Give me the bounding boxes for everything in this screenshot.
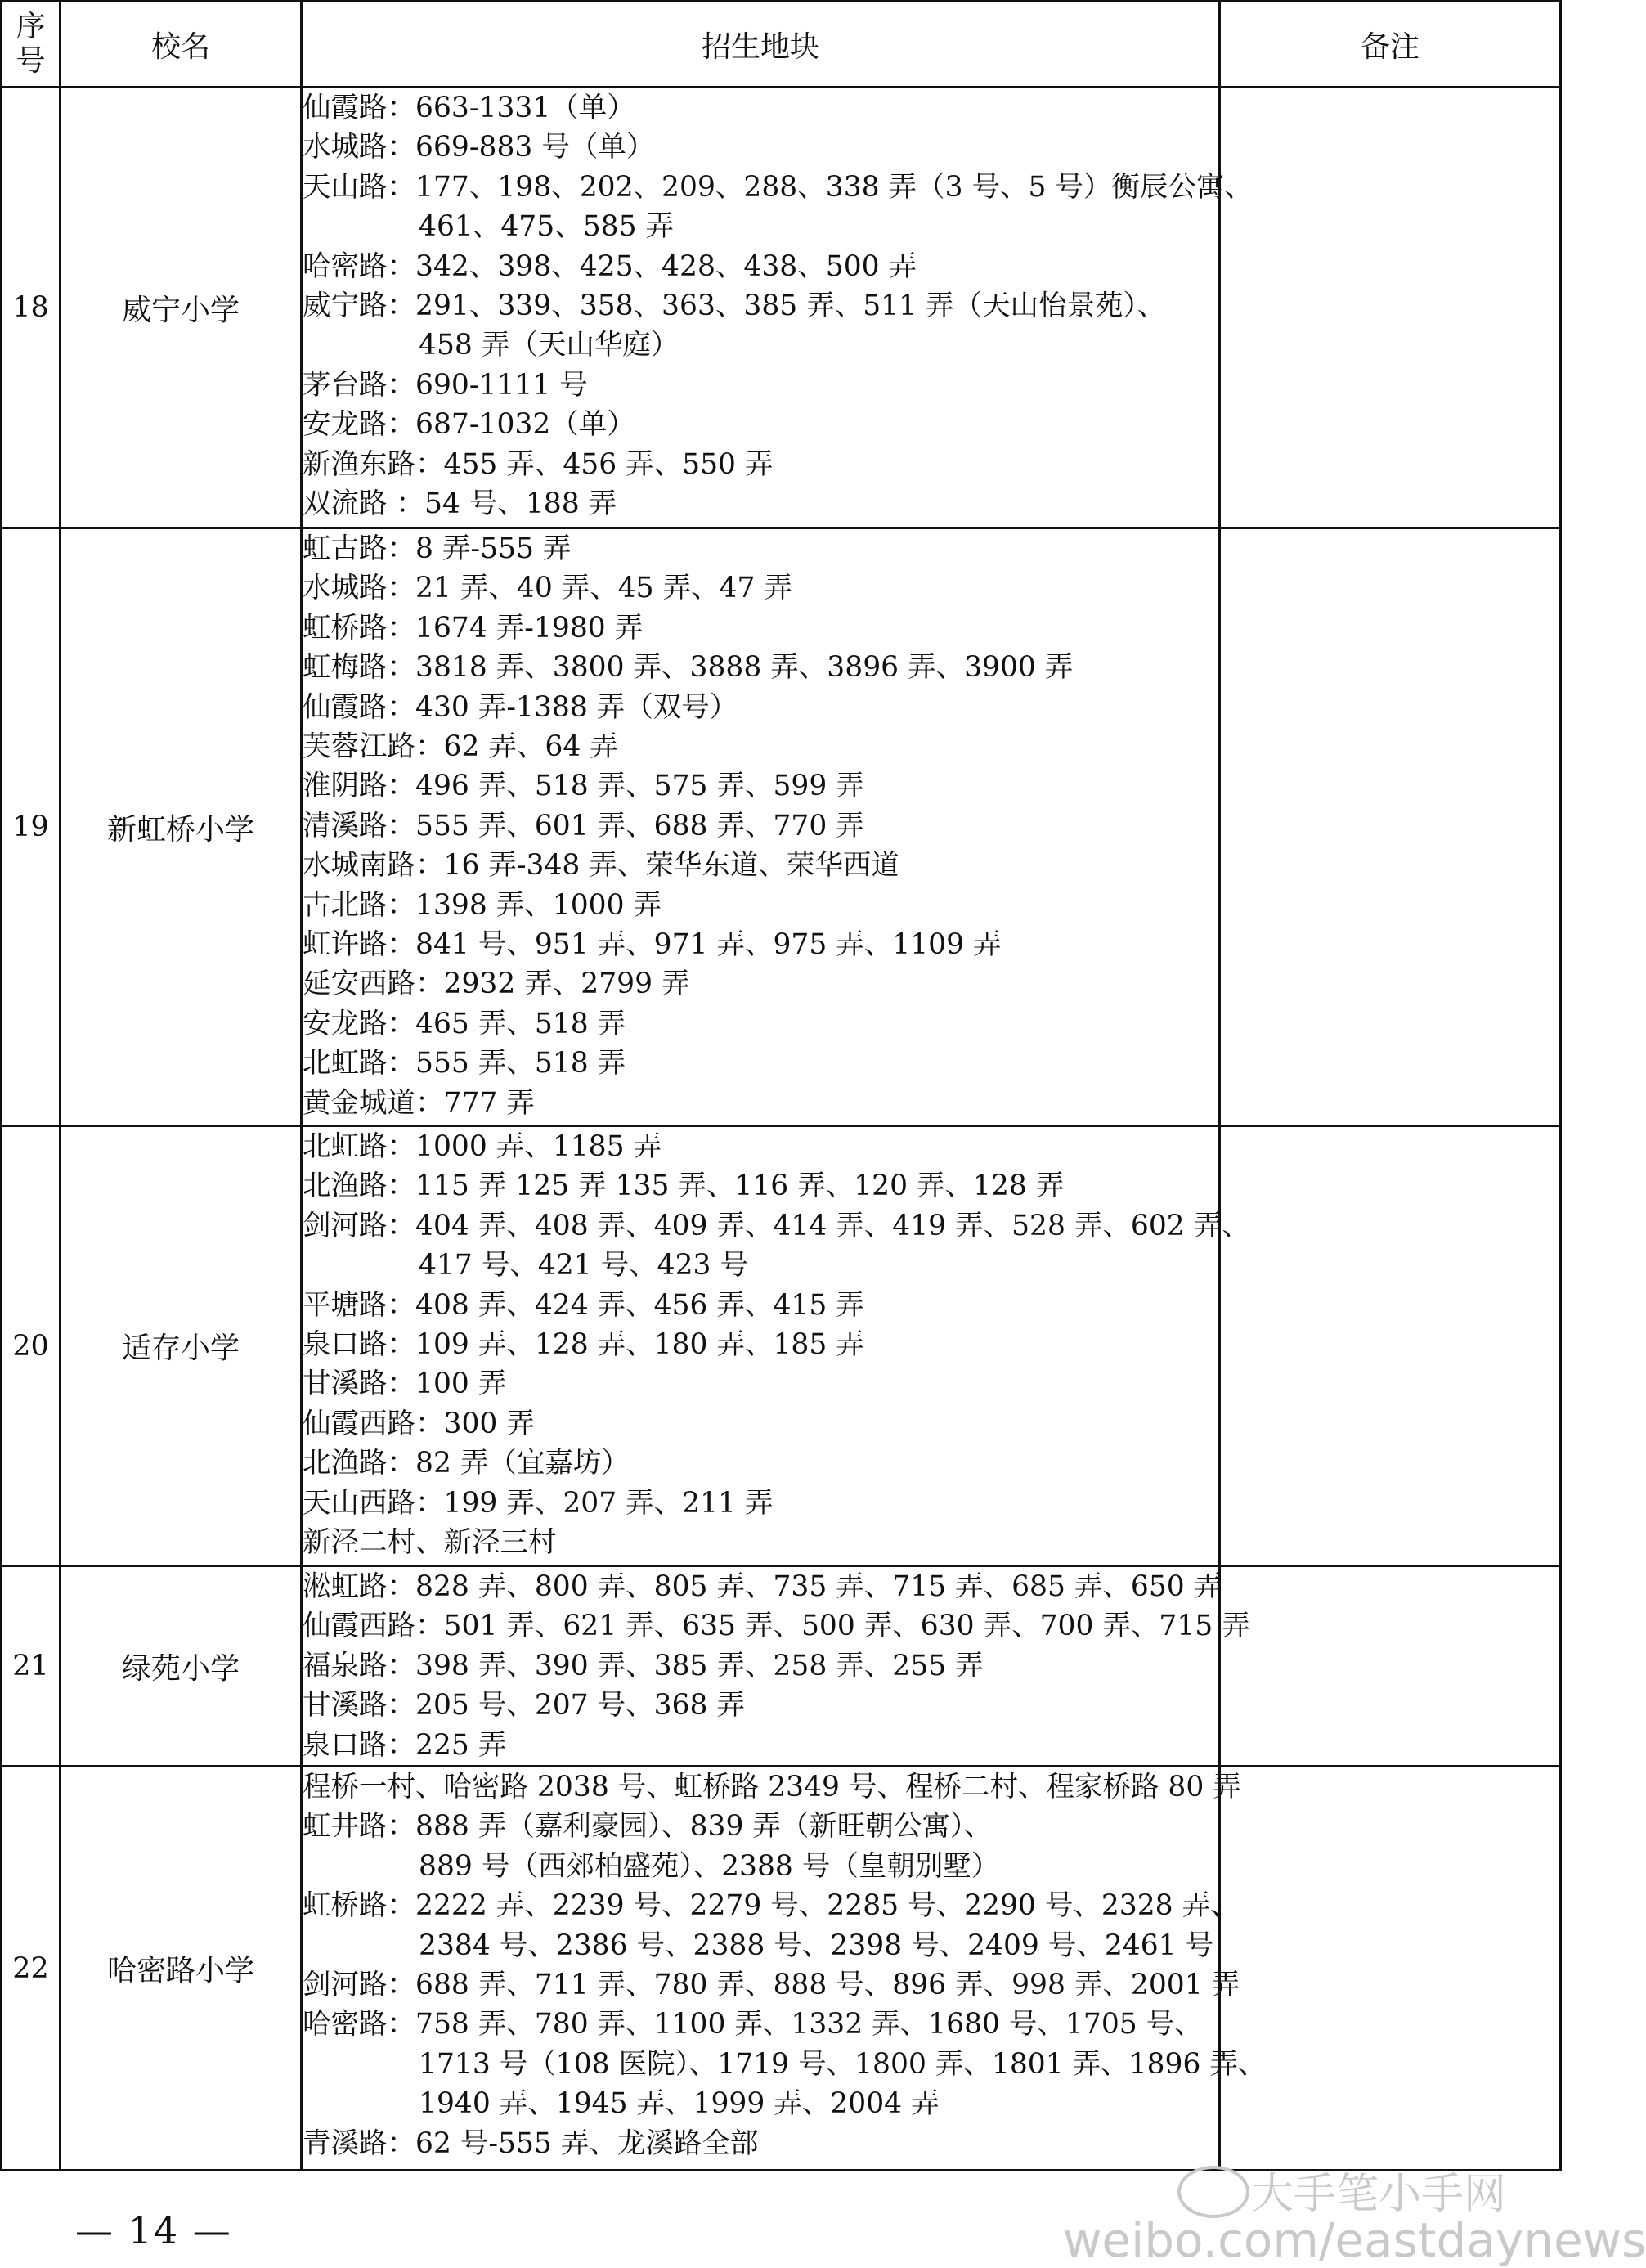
area-line: 安龙路：687-1032（单） bbox=[303, 408, 635, 442]
area-line: 889 号（西郊柏盛苑）、2388 号（皇朝别墅） bbox=[419, 1849, 1000, 1883]
area-line: 黄金城道：777 弄 bbox=[303, 1086, 535, 1120]
area-line: 水城路：21 弄、40 弄、45 弄、47 弄 bbox=[303, 572, 792, 605]
area-line: 新泾二村、新泾三村 bbox=[303, 1526, 557, 1560]
area-line: 仙霞西路：501 弄、621 弄、635 弄、500 弄、630 弄、700 弄、715 弄 bbox=[303, 1610, 1250, 1643]
row-school-name: 新虹桥小学 bbox=[61, 528, 302, 1126]
header-seq: 序号 bbox=[2, 2, 61, 88]
row-enrollment-area bbox=[302, 88, 1253, 528]
area-line: 461、475、585 弄 bbox=[419, 210, 675, 244]
area-line: 2384 号、2386 号、2388 号、2398 号、2409 号、2461 号 bbox=[419, 1929, 1214, 1962]
area-line: 芙蓉江路：62 弄、64 弄 bbox=[303, 730, 618, 764]
area-line: 1940 弄、1945 弄、1999 弄、2004 弄 bbox=[419, 2087, 940, 2121]
row-seq: 19 bbox=[2, 528, 61, 1126]
area-line: 虹梅路：3818 弄、3800 弄、3888 弄、3896 弄、3900 弄 bbox=[303, 651, 1074, 685]
area-line: 甘溪路：205 号、207 号、368 弄 bbox=[303, 1689, 745, 1722]
area-line: 茅台路：690-1111 号 bbox=[303, 368, 588, 402]
table-row bbox=[2, 1126, 1561, 1566]
area-line: 虹桥路：1674 弄-1980 弄 bbox=[303, 611, 644, 644]
area-line: 双流路 ：54 号、188 弄 bbox=[303, 487, 617, 521]
row-school-name: 哈密路小学 bbox=[61, 1767, 302, 2171]
watermark-logo-icon bbox=[1177, 2166, 1249, 2218]
area-line: 清溪路：555 弄、601 弄、688 弄、770 弄 bbox=[303, 809, 864, 842]
area-line: 仙霞路：430 弄-1388 弄（双号） bbox=[303, 690, 738, 724]
row-seq: 18 bbox=[2, 88, 61, 528]
row-school-name: 威宁小学 bbox=[61, 88, 302, 528]
area-line: 甘溪路：100 弄 bbox=[303, 1368, 507, 1401]
table-row bbox=[2, 1767, 1561, 2171]
row-school-name: 适存小学 bbox=[61, 1126, 302, 1566]
area-line: 安龙路：465 弄、518 弄 bbox=[303, 1007, 626, 1040]
area-line: 417 号、421 号、423 号 bbox=[419, 1249, 748, 1282]
row-remarks bbox=[1220, 1126, 1561, 1566]
row-seq: 21 bbox=[2, 1566, 61, 1767]
row-school-name: 绿苑小学 bbox=[61, 1566, 302, 1767]
watermark-url: weibo.com/eastdaynews bbox=[1063, 2212, 1646, 2268]
header-remarks: 备注 bbox=[1220, 2, 1561, 88]
area-line: 延安西路：2932 弄、2799 弄 bbox=[303, 968, 690, 1001]
table-row bbox=[2, 528, 1561, 1126]
row-enrollment-area bbox=[302, 528, 1220, 1126]
area-line: 仙霞路：663-1331（单） bbox=[303, 92, 635, 124]
row-remarks bbox=[1220, 528, 1561, 1126]
area-line: 淞虹路：828 弄、800 弄、805 弄、735 弄、715 弄、685 弄、650 弄 bbox=[303, 1570, 1222, 1603]
area-line: 淮阴路：496 弄、518 弄、575 弄、599 弄 bbox=[303, 770, 864, 803]
area-line: 程桥一村、哈密路 2038 号、虹桥路 2349 号、程桥二村、程家桥路 80 弄 bbox=[303, 1771, 1241, 1804]
area-line: 虹井路：888 弄（嘉利豪园）、839 弄（新旺朝公寓）、 bbox=[303, 1810, 993, 1844]
area-line: 水城路：669-883 号（单） bbox=[303, 131, 655, 164]
row-seq: 22 bbox=[2, 1767, 61, 2171]
area-line: 天山路：177、198、202、209、288、338 弄（3 号、5 号）衡辰公寓、 bbox=[303, 170, 1253, 204]
area-line: 天山西路：199 弄、207 弄、211 弄 bbox=[303, 1486, 774, 1520]
area-line: 北渔路：115 弄 125 弄 135 弄、116 弄、120 弄、128 弄 bbox=[303, 1170, 1065, 1203]
area-line: 剑河路：404 弄、408 弄、409 弄、414 弄、419 弄、528 弄、602 弄、 bbox=[303, 1209, 1250, 1242]
area-line: 458 弄（天山华庭） bbox=[419, 329, 679, 362]
area-line: 1713 号（108 医院）、1719 号、1800 弄、1801 弄、1896 弄、 bbox=[419, 2047, 1267, 2081]
area-line: 青溪路：62 号-555 弄、龙溪路全部 bbox=[303, 2127, 759, 2160]
page-number: — 14 — bbox=[75, 2208, 232, 2252]
area-line: 北虹路：1000 弄、1185 弄 bbox=[303, 1130, 662, 1163]
area-line: 泉口路：109 弄、128 弄、180 弄、185 弄 bbox=[303, 1328, 864, 1362]
row-remarks bbox=[1220, 88, 1561, 528]
area-line: 北渔路：82 弄（宜嘉坊） bbox=[303, 1447, 630, 1480]
row-remarks bbox=[1220, 1767, 1561, 2171]
area-line: 北虹路：555 弄、518 弄 bbox=[303, 1047, 626, 1080]
area-line: 泉口路：225 弄 bbox=[303, 1728, 507, 1762]
header-enrollment-area: 招生地块 bbox=[302, 2, 1220, 88]
table-row bbox=[2, 1566, 1561, 1767]
row-enrollment-area bbox=[302, 1566, 1250, 1767]
area-line: 虹古路：8 弄-555 弄 bbox=[303, 532, 572, 565]
table-row bbox=[2, 88, 1561, 528]
row-enrollment-area bbox=[302, 1126, 1250, 1566]
area-line: 哈密路：342、398、425、428、438、500 弄 bbox=[303, 249, 917, 283]
header-row bbox=[2, 2, 1561, 88]
area-line: 平塘路：408 弄、424 弄、456 弄、415 弄 bbox=[303, 1288, 864, 1322]
area-line: 仙霞西路：300 弄 bbox=[303, 1407, 535, 1440]
row-remarks bbox=[1220, 1566, 1561, 1767]
area-line: 剑河路：688 弄、711 弄、780 弄、888 号、896 弄、998 弄、2001 弄 bbox=[303, 1969, 1240, 2002]
area-line: 新渔东路：455 弄、456 弄、550 弄 bbox=[303, 447, 774, 481]
area-line: 虹桥路：2222 弄、2239 号、2279 号、2285 号、2290 号、2328 弄、 bbox=[303, 1889, 1239, 1923]
header-school-name: 校名 bbox=[61, 2, 302, 88]
area-line: 古北路：1398 弄、1000 弄 bbox=[303, 888, 662, 922]
row-enrollment-area bbox=[302, 1767, 1267, 2171]
area-line: 水城南路：16 弄-348 弄、荣华东道、荣华西道 bbox=[303, 849, 899, 882]
area-line: 威宁路：291、339、358、363、385 弄、511 弄（天山怡景苑）、 bbox=[303, 290, 1166, 323]
area-line: 哈密路：758 弄、780 弄、1100 弄、1332 弄、1680 号、1705 号、 bbox=[303, 2008, 1203, 2041]
area-line: 福泉路：398 弄、390 弄、385 弄、258 弄、255 弄 bbox=[303, 1649, 984, 1682]
area-line: 虹许路：841 号、951 弄、971 弄、975 弄、1109 弄 bbox=[303, 928, 1002, 962]
row-seq: 20 bbox=[2, 1126, 61, 1566]
watermark-site-name: 大手笔小手网 bbox=[1251, 2170, 1507, 2219]
